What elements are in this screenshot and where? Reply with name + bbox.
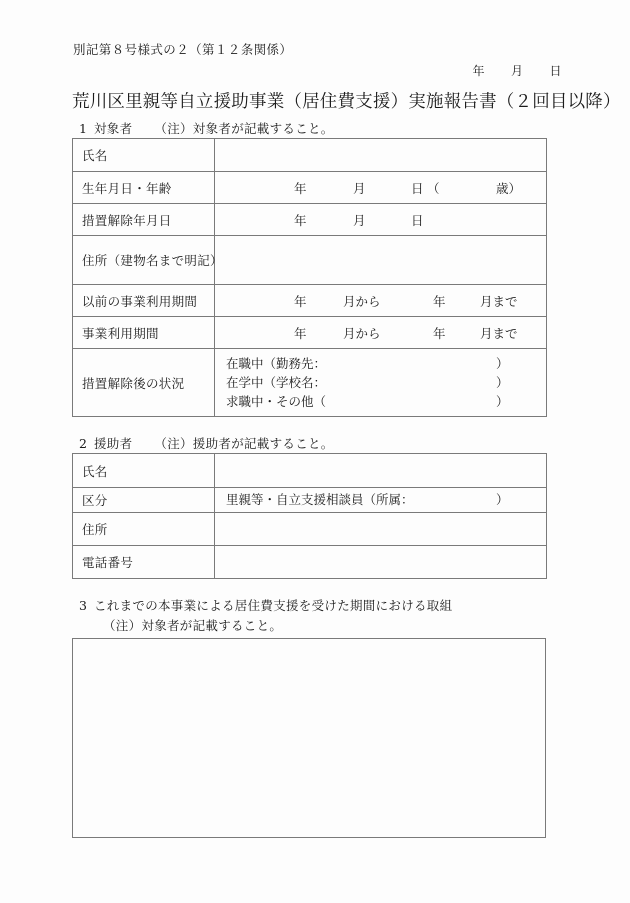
row-value-release-date[interactable] bbox=[215, 204, 547, 236]
helper-category-text: 里親等・自立支援相談員（所属： bbox=[226, 492, 414, 507]
helper-category-close-paren: ） bbox=[496, 492, 509, 507]
section2-number: 2 bbox=[79, 436, 88, 451]
status-employed-text: 在職中（勤務先： bbox=[226, 356, 327, 371]
form-number: 別記第８号様式の２（第１２条関係） bbox=[73, 42, 293, 57]
release-day-label: 日 bbox=[411, 212, 424, 228]
row-value-previous-period[interactable] bbox=[215, 285, 547, 317]
birth-day-label: 日 bbox=[411, 180, 424, 196]
section2-note: （注）援助者が記載すること。 bbox=[154, 436, 334, 451]
row-value-post-release-status[interactable] bbox=[215, 349, 547, 417]
row-value-birthdate-age[interactable] bbox=[215, 172, 547, 204]
status-student-close-paren: ） bbox=[496, 375, 509, 390]
table-row bbox=[73, 454, 547, 488]
release-month-label: 月 bbox=[353, 212, 366, 228]
birth-year-label: 年 bbox=[294, 180, 307, 196]
release-year-label: 年 bbox=[294, 212, 307, 228]
table-row bbox=[73, 172, 547, 204]
row-label-address: 住所（建物名まで明記） bbox=[73, 236, 215, 285]
age-open-paren: （ bbox=[427, 180, 440, 196]
row-value-current-period[interactable] bbox=[215, 317, 547, 349]
section1-heading bbox=[72, 119, 334, 137]
row-label-current-period: 事業利用期間 bbox=[73, 317, 215, 349]
prev-end-year-label: 年 bbox=[433, 293, 446, 309]
cur-start-year-label: 年 bbox=[294, 325, 307, 341]
section3-heading bbox=[72, 596, 452, 614]
table-row bbox=[73, 546, 547, 579]
section2-label: 援助者 bbox=[94, 436, 133, 451]
row-label-post-release-status: 措置解除後の状況 bbox=[73, 349, 215, 417]
row-value-helper-category[interactable] bbox=[215, 488, 547, 513]
date-line bbox=[472, 62, 562, 79]
cur-start-month-label: 月から bbox=[343, 325, 381, 341]
table-row bbox=[73, 317, 547, 349]
section2-heading bbox=[72, 434, 334, 452]
status-jobseeking-close-paren: ） bbox=[496, 394, 509, 409]
section1-number: 1 bbox=[79, 121, 88, 136]
date-day-label: 日 bbox=[549, 64, 562, 78]
section1-label: 対象者 bbox=[94, 121, 133, 136]
age-close-label: 歳） bbox=[496, 180, 522, 196]
row-label-helper-category: 区分 bbox=[73, 488, 215, 513]
table-row bbox=[73, 139, 547, 172]
date-month-label: 月 bbox=[510, 64, 524, 78]
status-student-text: 在学中（学校名： bbox=[226, 375, 327, 390]
section3-number: 3 bbox=[79, 598, 88, 613]
prev-end-month-label: 月まで bbox=[480, 293, 518, 309]
table-row bbox=[73, 204, 547, 236]
table-row bbox=[73, 236, 547, 285]
table-row bbox=[73, 488, 547, 513]
row-label-previous-period: 以前の事業利用期間 bbox=[73, 285, 215, 317]
section1-table bbox=[72, 138, 547, 417]
row-label-helper-address: 住所 bbox=[73, 513, 215, 546]
row-label-helper-name: 氏名 bbox=[73, 454, 215, 488]
section3-answer-box[interactable] bbox=[72, 638, 546, 838]
section1-note: （注）対象者が記載すること。 bbox=[154, 121, 334, 136]
row-label-name: 氏名 bbox=[73, 139, 215, 172]
page-title: 荒川区里親等自立援助事業（居住費支援）実施報告書（２回目以降） bbox=[72, 92, 621, 112]
cur-end-month-label: 月まで bbox=[480, 325, 518, 341]
status-line-jobseeking-other[interactable] bbox=[215, 392, 546, 411]
table-row bbox=[73, 285, 547, 317]
section3-label: これまでの本事業による居住費支援を受けた期間における取組 bbox=[94, 598, 453, 613]
cur-end-year-label: 年 bbox=[433, 325, 446, 341]
birth-month-label: 月 bbox=[353, 180, 366, 196]
row-value-helper-address[interactable] bbox=[215, 513, 547, 546]
prev-start-year-label: 年 bbox=[294, 293, 307, 309]
row-label-birthdate-age: 生年月日・年齢 bbox=[73, 172, 215, 204]
row-value-helper-name[interactable] bbox=[215, 454, 547, 488]
table-row bbox=[73, 513, 547, 546]
status-jobseeking-text: 求職中・その他（ bbox=[226, 394, 327, 409]
row-value-name[interactable] bbox=[215, 139, 547, 172]
section2-table bbox=[72, 453, 547, 579]
row-label-release-date: 措置解除年月日 bbox=[73, 204, 215, 236]
section3-note: （注）対象者が記載すること。 bbox=[103, 618, 283, 633]
row-label-helper-phone: 電話番号 bbox=[73, 546, 215, 579]
date-year-label: 年 bbox=[472, 64, 485, 78]
row-value-helper-phone[interactable] bbox=[215, 546, 547, 579]
row-value-address[interactable] bbox=[215, 236, 547, 285]
status-line-student[interactable] bbox=[215, 373, 546, 392]
prev-start-month-label: 月から bbox=[343, 293, 381, 309]
status-employed-close-paren: ） bbox=[496, 356, 509, 371]
status-line-employed[interactable] bbox=[215, 354, 546, 373]
table-row bbox=[73, 349, 547, 417]
